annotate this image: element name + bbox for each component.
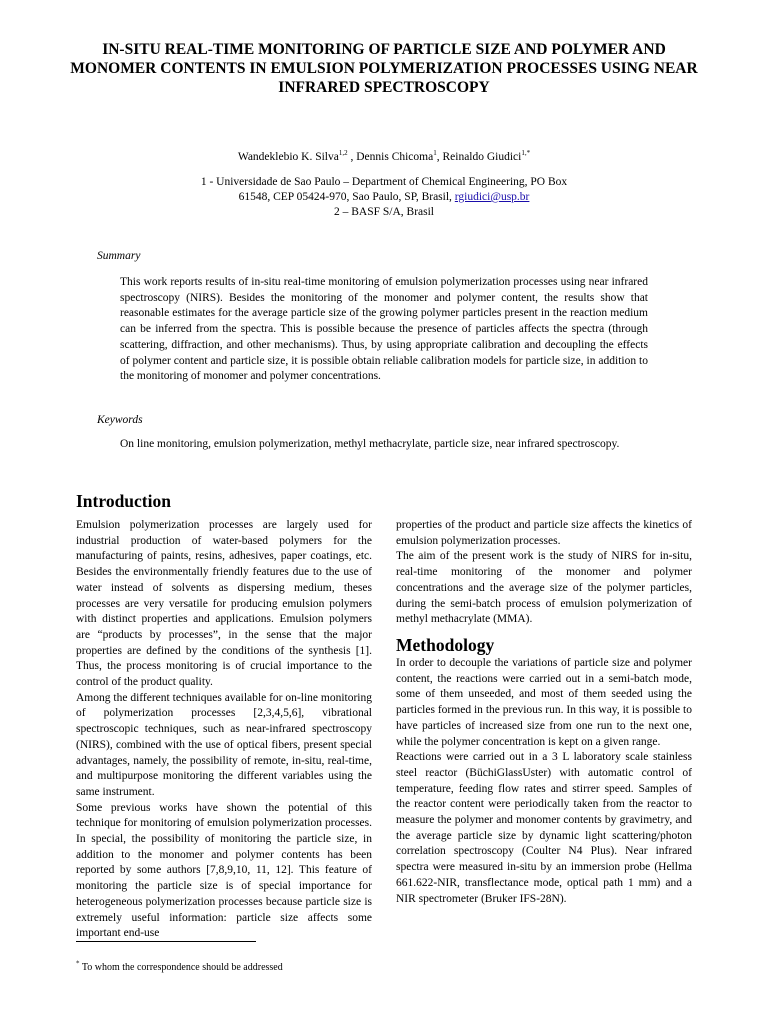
summary-heading: Summary (97, 250, 141, 262)
author-name: Reinaldo Giudici (442, 151, 522, 163)
paragraph: properties of the product and particle size affects the kinetics of emulsion polymerization processes. (396, 519, 692, 547)
paragraph: The aim of the present work is the study of NIRS for in-situ, real-time monitoring of the monomer and polymer concentrations and the average size of the polymer particles, during the semi-batch process of emulsion polymerization of methyl methacrylate (MMA). (396, 550, 692, 626)
affiliation-line: 2 – BASF S/A, Brasil (333, 206, 434, 218)
keywords-heading: Keywords (97, 414, 143, 426)
methodology-heading: Methodology (396, 635, 495, 655)
keywords-text: On line monitoring, emulsion polymerization, methyl methacrylate, particle size, near infrared spectroscopy. (120, 438, 620, 450)
affiliation-line: 1 - Universidade de Sao Paulo – Department of Chemical Engineering, PO Box (200, 176, 568, 188)
paragraph: Reactions were carried out in a 3 L laboratory scale stainless steel reactor (BüchiGlassUster) with automatic control of temperature, feeding flow rates and stirrer speed. Samples of the reactor content were periodically taken from the reactor to measure the polymer and monomer contents by gravimetry, and the average particle size by dynamic light scattering/photon correlation spectroscopy (Coulter N4 Plus). Near infrared spectra were measured in-situ by an immersion probe (Hellma 661.622-NIR, transflectance mode, optical path 1 mm) and a NIR spectrometer (Bruker IFS-28N). (396, 751, 692, 905)
author-name: Dennis Chicoma (356, 151, 434, 163)
footnote (76, 959, 283, 973)
footnote-text: To whom the correspondence should be addressed (81, 962, 283, 973)
author-affiliation-mark: 1 (433, 149, 437, 158)
author-affiliation-mark: 1,* (521, 149, 531, 158)
paragraph: Some previous works have shown the potential of this technique for monitoring of emulsion polymerization processes. In special, the possibility of monitoring the particle size, in addition to the monomer and polymer contents has been reported by some authors [7,8,9,10, 11, 12]. This feature of monitoring the particle size is of special importance for heterogeneous polymerization processes because particle size is extremely useful information: particle size affects some important end-use (76, 801, 372, 940)
footnote-divider (76, 941, 256, 942)
summary-text: This work reports results of in-situ real-time monitoring of emulsion polymerization processes using near infrared spectroscopy (NIRS). Besides the monitoring of the monomer and polymer content, the results show that reasonable estimates for the average particle size of the growing polymer particles present in the reaction medium can be inferred from the spectra. This is possible because the presence of particles affects the spectra (through scattering, diffraction, and other mechanisms). Thus, by using appropriate calibration and decoupling the effects of polymer content and particle size, it is possible obtain reliable calibration models for particle size, in addition to the monitoring of monomer and polymer concentrations. (120, 276, 648, 383)
paper-title: IN-SITU REAL-TIME MONITORING OF PARTICLE SIZE AND POLYMER AND MONOMER CONTENTS IN EMULSION POLYMERIZATION PROCESSES USING NEAR INFRARED SPECTROSCOPY (70, 41, 698, 96)
author-affiliation-mark: 1,2 (338, 149, 348, 158)
affiliation-line: 61548, CEP 05424-970, Sao Paulo, SP, Brasil, rgiudici@usp.br (238, 191, 530, 203)
right-column-methodology (396, 656, 692, 907)
left-column (76, 518, 372, 942)
author-name: Wandeklebio K. Silva (237, 151, 339, 163)
right-column-intro (396, 518, 692, 628)
paragraph: Emulsion polymerization processes are largely used for industrial production of water-based polymers for the manufacturing of paints, resins, adhesives, paper coatings, etc. Besides the environmentally friendly features due to the use of water instead of solvents as dispersing medium, theses processes are very versatile for producing emulsion polymers with distinct properties and applications. Emulsion polymers are “products by processes”, in the sense that the major properties are defined by the conditions of the synthesis [1]. Thus, the process monitoring is of crucial importance to the control of the product quality. (76, 519, 372, 689)
affiliations (60, 175, 708, 220)
paragraph: Among the different techniques available for on-line monitoring of polymerization processes [2,3,4,5,6], vibrational spectroscopic techniques, such as near-infrared spectroscopy (NIRS), combined with the use of optical fibers, present special advantages, namely, the possibility of remote, in-situ, real-time, and multipurpose monitoring the different variables using the same instrument. (76, 691, 372, 798)
email-link[interactable]: rgiudici@usp.br (454, 191, 530, 203)
footnote-mark: * (76, 959, 80, 968)
paragraph: In order to decouple the variations of particle size and polymer content, the reactions were carried out in a semi-batch mode, some of them unseeded, and most of them seeded using the particles formed in the previous run. In this way, it is possible to have particles of increased size from one run to the next one, while the polymer concentration is kept on a given range. (396, 657, 692, 748)
introduction-heading: Introduction (76, 491, 171, 511)
author-list: Wandeklebio K. Silva$^{1,2}$ , Dennis Chicoma$^1$, Reinaldo Giudici$^{1,*}$ (237, 149, 531, 163)
